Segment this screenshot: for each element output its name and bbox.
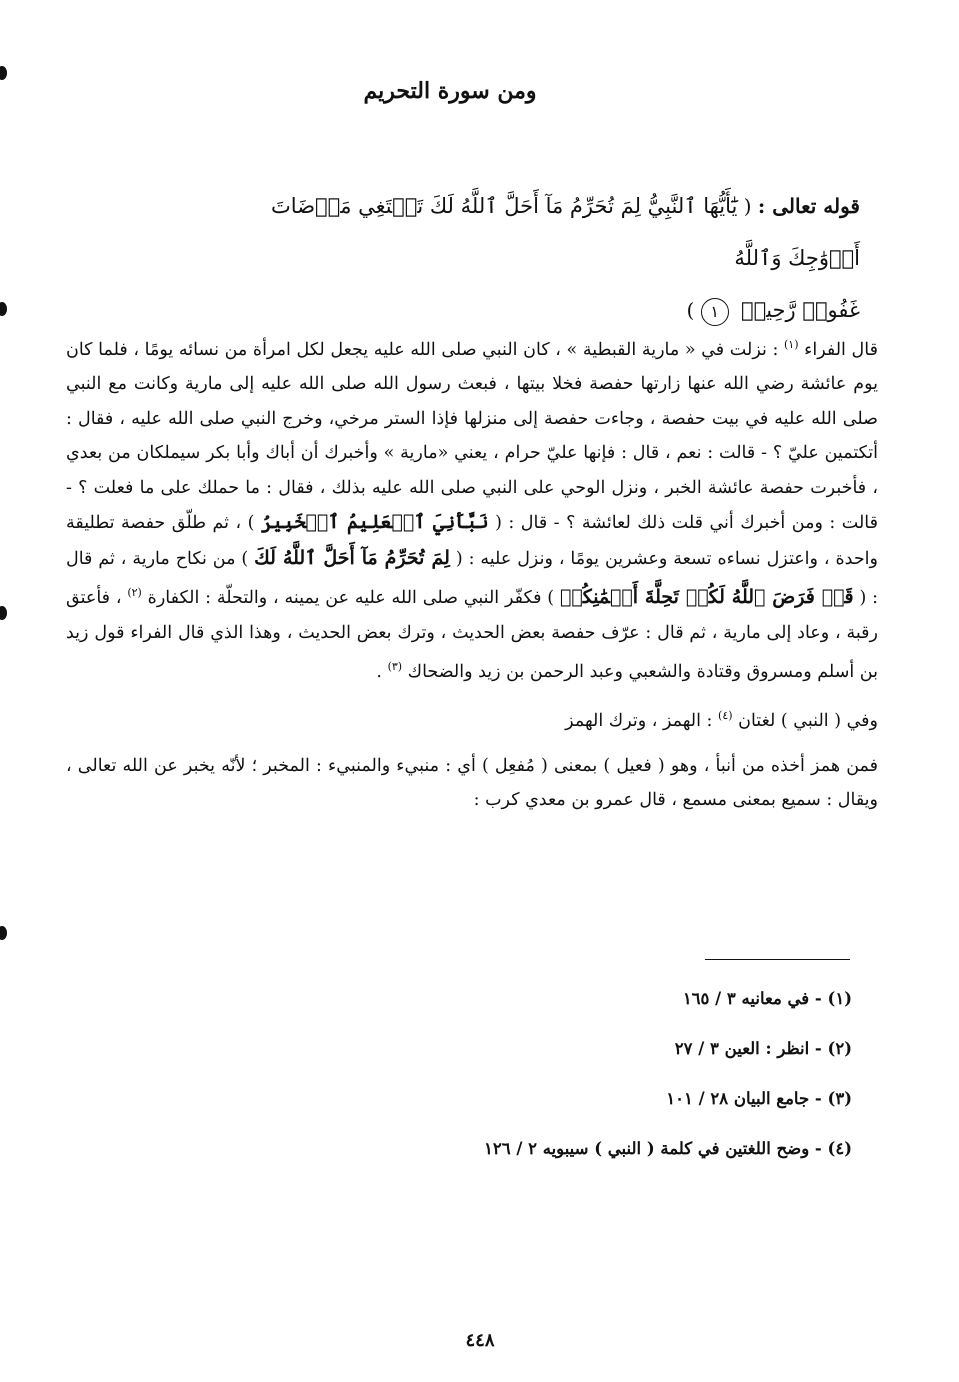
text-run: ) من نكاح مارية ، ثم قال : ( xyxy=(66,548,878,609)
footnote-item: (٤) - وضح اللغتين في كلمة ( النبي ) سيبويه ٢ / ١٢٦ xyxy=(484,1139,852,1158)
paragraph: فمن همز أخذه من أنبأ ، وهو ( فعيل ) بمعنى ( مُفعِل ) أي : منبيء والمنبيء : المخبر ؛ لأنّه يخبر عن الله تعالى ، ويقال : سميع بمعنى مسمع ، قال عمرو بن معدي كرب : xyxy=(66,755,878,811)
footnote-separator xyxy=(705,959,850,960)
verse-block xyxy=(240,180,860,336)
text-run: : الهمز ، وترك الهمز xyxy=(565,711,713,732)
page-number: ٤٤٨ xyxy=(465,1330,495,1351)
main-text xyxy=(66,328,878,828)
verse-label: قوله تعالى : xyxy=(757,194,860,218)
footnote-ref: (٤) xyxy=(718,709,733,723)
binding-hole-mark xyxy=(0,606,7,620)
binding-hole-mark xyxy=(0,66,7,80)
footnote-item: (٣) - جامع البيان ٢٨ / ١٠١ xyxy=(666,1089,852,1108)
quran-quote: قَدۡ فَرَضَ ٱللَّهُ لَكُمۡ تَحِلَّةَ أَيۡمَٰنِكُمۡ xyxy=(559,586,854,609)
binding-hole-mark xyxy=(0,926,7,940)
ayah-number-marker: ١ xyxy=(701,298,729,326)
footnote-ref: (٣) xyxy=(387,660,403,674)
verse-text-line1: يَٰٓأَيُّهَا ٱلنَّبِيُّ لِمَ تُحَرِّمُ مَآ أَحَلَّ ٱللَّهُ لَكَ تَبۡتَغِي مَرۡضَاتَ أَزۡوَٰجِكَ وَٱللَّهُ xyxy=(271,194,860,270)
text-run: : نزلت في « مارية القبطية » ، كان النبي صلى الله عليه يجعل لكل امرأة من نسائه يومًا ، فلما كان يوم عائشة رضي الله عنها زارتها حفصة فخلا بيتها ، فبعث رسول الله صلى الله عليه إلى مارية وكانت مع النبي صلى الله عليه في بيت حفصة ، وجاءت حفصة إلى منزلها فإذا الستر مرخي، وخرج النبي صلى الله عليه ، فقال : أتكتمين عليّ ؟ - قالت : نعم ، قال : فإنها عليّ حرام ، يعني «مارية » وأخبرك أن أباك وأبا بكر سيملكان من بعدي ، فأخبرت حفصة عائشة الخبر ، ونزل الوحي على النبي صلى الله عليه بذلك ، فقال : ما حملك على ما فعلت ؟ - قالت : ومن أخبرك أني قلت ذلك لعائشة ؟ - قال : ( xyxy=(66,339,878,534)
paragraph xyxy=(66,699,878,738)
quran-quote: نَبَّأَنِيَ ٱلۡعَلِيمُ ٱلۡخَبِيرُ xyxy=(260,511,489,534)
footnote-item: (١) - في معانيه ٣ / ١٦٥ xyxy=(682,989,852,1008)
text-run: قال الفراء xyxy=(804,339,878,360)
binding-hole-mark xyxy=(0,302,7,316)
text-run: وفي ( النبي ) لغتان xyxy=(738,711,878,732)
quran-quote: لِمَ تُحَرِّمُ مَآ أَحَلَّ ٱللَّهُ لَكَ xyxy=(254,546,450,569)
text-run: ، فأعتق رقبة ، وعاد إلى مارية ، ثم قال : عرّف حفصة بعض الحديث ، وترك بعض الحديث ، وهذا الذي قال الفراء قول زيد بن أسلم ومسروق وقتادة والشعبي وعبد الرحمن بن زيد والضحاك xyxy=(66,588,878,682)
footnote-item: (٢) - انظر : العين ٣ / ٢٧ xyxy=(674,1039,852,1058)
page-title: ومن سورة التحريم xyxy=(363,78,537,104)
verse-close-paren: ) xyxy=(686,298,695,322)
verse-text-line2: غَفُورٞ رَّحِيمٞ xyxy=(741,298,860,322)
paragraph xyxy=(66,328,878,689)
footnote-ref: (٢) xyxy=(127,586,142,600)
text-run: . xyxy=(376,661,382,682)
text-run: ) فكفّر النبي صلى الله عليه عن يمينه ، والتحلّة : الكفارة xyxy=(147,588,555,609)
footnotes xyxy=(300,984,852,1184)
text-run: ) ، ثم طلّق حفصة تطليقة واحدة ، واعتزل نساءه تسعة وعشرين يومًا ، ونزل عليه : ( xyxy=(66,513,878,569)
verse-open-paren: ( xyxy=(743,194,752,218)
footnote-ref: (١) xyxy=(783,338,799,351)
